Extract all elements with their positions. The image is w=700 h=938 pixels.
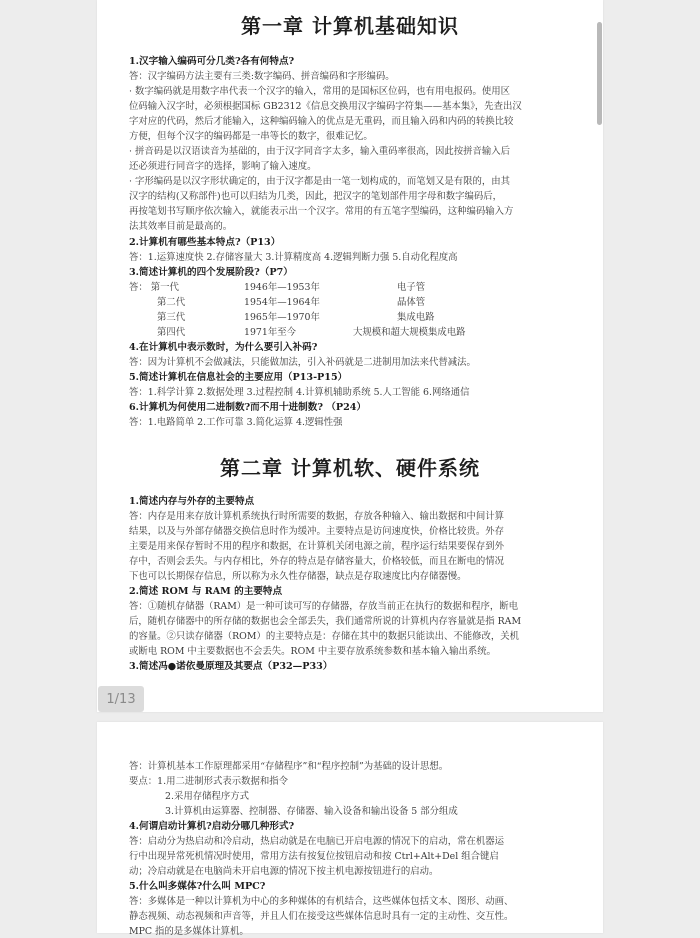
answer-line: 存中，否则会丢失。与内存相比，外存的特点是存储容量大，价格较低，而且在断电的情况 — [129, 556, 505, 567]
generation-4-years: 1971年至今 — [244, 327, 296, 338]
answer-line: 答：①随机存储器（RAM）是一种可读可写的存储器，存放当前正在执行的数据和程序，断电 — [129, 601, 519, 612]
scrollbar-thumb[interactable] — [597, 22, 602, 125]
answer-line: 后，随机存储器中的所存储的数据也会全部丢失，我们通常所说的计算机内存容量就是指 RAM — [129, 616, 522, 627]
answer-line: 答：内存是用来存放计算机系统执行时所需要的数据，存放各种输入、输出数据和中间计算 — [129, 511, 505, 522]
answer-line: 答：汉字编码方法主要有三类:数字编码、拼音编码和字形编码。 — [129, 71, 395, 82]
question-4: 4.何谓启动计算机?启动分哪几种形式? — [129, 821, 295, 832]
chapter-2-title: 第二章 计算机软、硬件系统 — [220, 456, 480, 480]
generation-3-name: 第三代 — [157, 312, 186, 323]
question-6: 6.计算机为何使用二进制数?而不用十进制数? （P24） — [129, 402, 367, 413]
answer-line: 下也可以长期保存信息，所以称为永久性存储器，缺点是存取速度比内存储器慢。 — [129, 571, 467, 582]
answer-line: 答：1.运算速度快 2.存储容量大 3.计算精度高 4.逻辑判断力强 5.自动化程度高 — [129, 252, 458, 263]
answer-line: · 数字编码就是用数字串代表一个汉字的输入，常用的是国标区位码，也有用电报码。使用区 — [129, 86, 510, 97]
answer-line: MPC 指的是多媒体计算机。 — [129, 926, 249, 937]
answer-line: 还必须进行同音字的选择，影响了输入速度。 — [129, 161, 317, 172]
generation-2-tech: 晶体管 — [397, 297, 426, 308]
question-3: 3.简述冯●诺依曼原理及其要点（P32—P33） — [129, 661, 333, 672]
answer-line: 答：多媒体是一种以计算机为中心的多种媒体的有机结合，这些媒体包括文本、图形、动画、 — [129, 896, 514, 907]
answer-line: 结果，以及与外部存储器交换信息时作为缓冲。主要特点是访问速度快，价格比较贵。外存 — [129, 526, 505, 537]
generation-2-years: 1954年—1964年 — [244, 297, 320, 308]
answer-line: 要点：1.用二进制形式表示数据和指令 — [129, 776, 288, 787]
question-4: 4.在计算机中表示数时，为什么要引入补码? — [129, 342, 318, 353]
question-3: 3.简述计算机的四个发展阶段?（P7） — [129, 267, 293, 278]
answer-line: 法其效率目前是最高的。 — [129, 221, 233, 232]
generation-2-name: 第二代 — [157, 297, 186, 308]
answer-line: 主要是用来保存暂时不用的程序和数据，在计算机关闭电源之前，程序运行结果要保存到外 — [129, 541, 505, 552]
answer-line: 位码输入汉字时，必须根据国标 GB2312《信息交换用汉字编码字符集——基本集》，先查出汉 — [129, 101, 522, 112]
answer-line: · 字形编码是以汉字形状确定的，由于汉字都是由一笔一划构成的，而笔划又是有限的，由其 — [129, 176, 510, 187]
answer-line: 静态视频、动态视频和声音等，并且人们在接受这些媒体信息时具有一定的主动性、交互性。 — [129, 911, 514, 922]
generation-1-years: 1946年—1953年 — [244, 282, 320, 293]
question-2: 2.简述 ROM 与 RAM 的主要特点 — [129, 586, 283, 597]
chapter-1-title: 第一章 计算机基础知识 — [241, 14, 459, 38]
document-page-2 — [97, 722, 603, 937]
generation-3-tech: 集成电路 — [397, 312, 435, 323]
page-indicator: 1/13 — [98, 686, 144, 712]
answer-line: 或断电 ROM 中主要数据也不会丢失。ROM 中主要存放系统参数和基本输入输出系统。 — [129, 646, 497, 657]
question-5: 5.什么叫多媒体?什么叫 MPC? — [129, 881, 266, 892]
answer-line: 的容量。②只读存储器（ROM）的主要特点是：存储在其中的数据只能读出、不能修改，关机 — [129, 631, 519, 642]
generation-1-tech: 电子管 — [397, 282, 426, 293]
answer-line: 答：因为计算机不会做减法，只能做加法，引入补码就是二进制用加法来代替减法。 — [129, 357, 476, 368]
answer-line: 汉字的结构(又称部件)也可以归结为几类，因此，把汉字的笔划部件用字母和数字编码后， — [129, 191, 502, 202]
answer-line: 3.计算机由运算器、控制器、存储器、输入设备和输出设备 5 部分组成 — [165, 806, 458, 817]
question-5: 5.简述计算机在信息社会的主要应用（P13-P15） — [129, 372, 348, 383]
answer-line: 方便，但每个汉字的编码都是一串等长的数字，很难记忆。 — [129, 131, 373, 142]
generation-3-years: 1965年—1970年 — [244, 312, 320, 323]
document-page-1 — [97, 0, 603, 712]
answer-line: 再按笔划书写顺序依次输入，就能表示出一个汉字。常用的有五笔字型编码，这种编码输入方 — [129, 206, 514, 217]
generation-answer-label: 答： 第一代 — [129, 282, 179, 293]
answer-line: 2.采用存储程序方式 — [165, 791, 249, 802]
question-1: 1.简述内存与外存的主要特点 — [129, 496, 255, 507]
generation-4-tech: 大规模和超大规模集成电路 — [353, 327, 466, 338]
answer-line: 答：1.电路简单 2.工作可靠 3.简化运算 4.逻辑性强 — [129, 417, 343, 428]
question-2: 2.计算机有哪些基本特点?（P13） — [129, 237, 281, 248]
answer-line: 答：启动分为热启动和冷启动，热启动就是在电脑已开启电源的情况下的启动，常在机器运 — [129, 836, 505, 847]
answer-line: 动；冷启动就是在电脑尚未开启电源的情况下按主机电源按钮进行的启动。 — [129, 866, 439, 877]
answer-line: · 拼音码是以汉语读音为基础的，由于汉字同音字太多，输入重码率很高，因此按拼音输入后 — [129, 146, 510, 157]
generation-4-name: 第四代 — [157, 327, 186, 338]
answer-line: 答：计算机基本工作原理都采用“存储程序”和“程序控制”为基础的设计思想。 — [129, 761, 449, 772]
answer-line: 行中出现异常死机情况时使用，常用方法有按复位按钮启动和按 Ctrl+Alt+Del 组合键启 — [129, 851, 499, 862]
answer-line: 字对应的代码，然后才能输入，这种编码输入的优点是无重码，而且输入码和内码的转换比较 — [129, 116, 514, 127]
answer-line: 答：1.科学计算 2.数据处理 3.过程控制 4.计算机辅助系统 5.人工智能 6.网络通信 — [129, 387, 470, 398]
question-1: 1.汉字输入编码可分几类?各有何特点? — [129, 56, 295, 67]
